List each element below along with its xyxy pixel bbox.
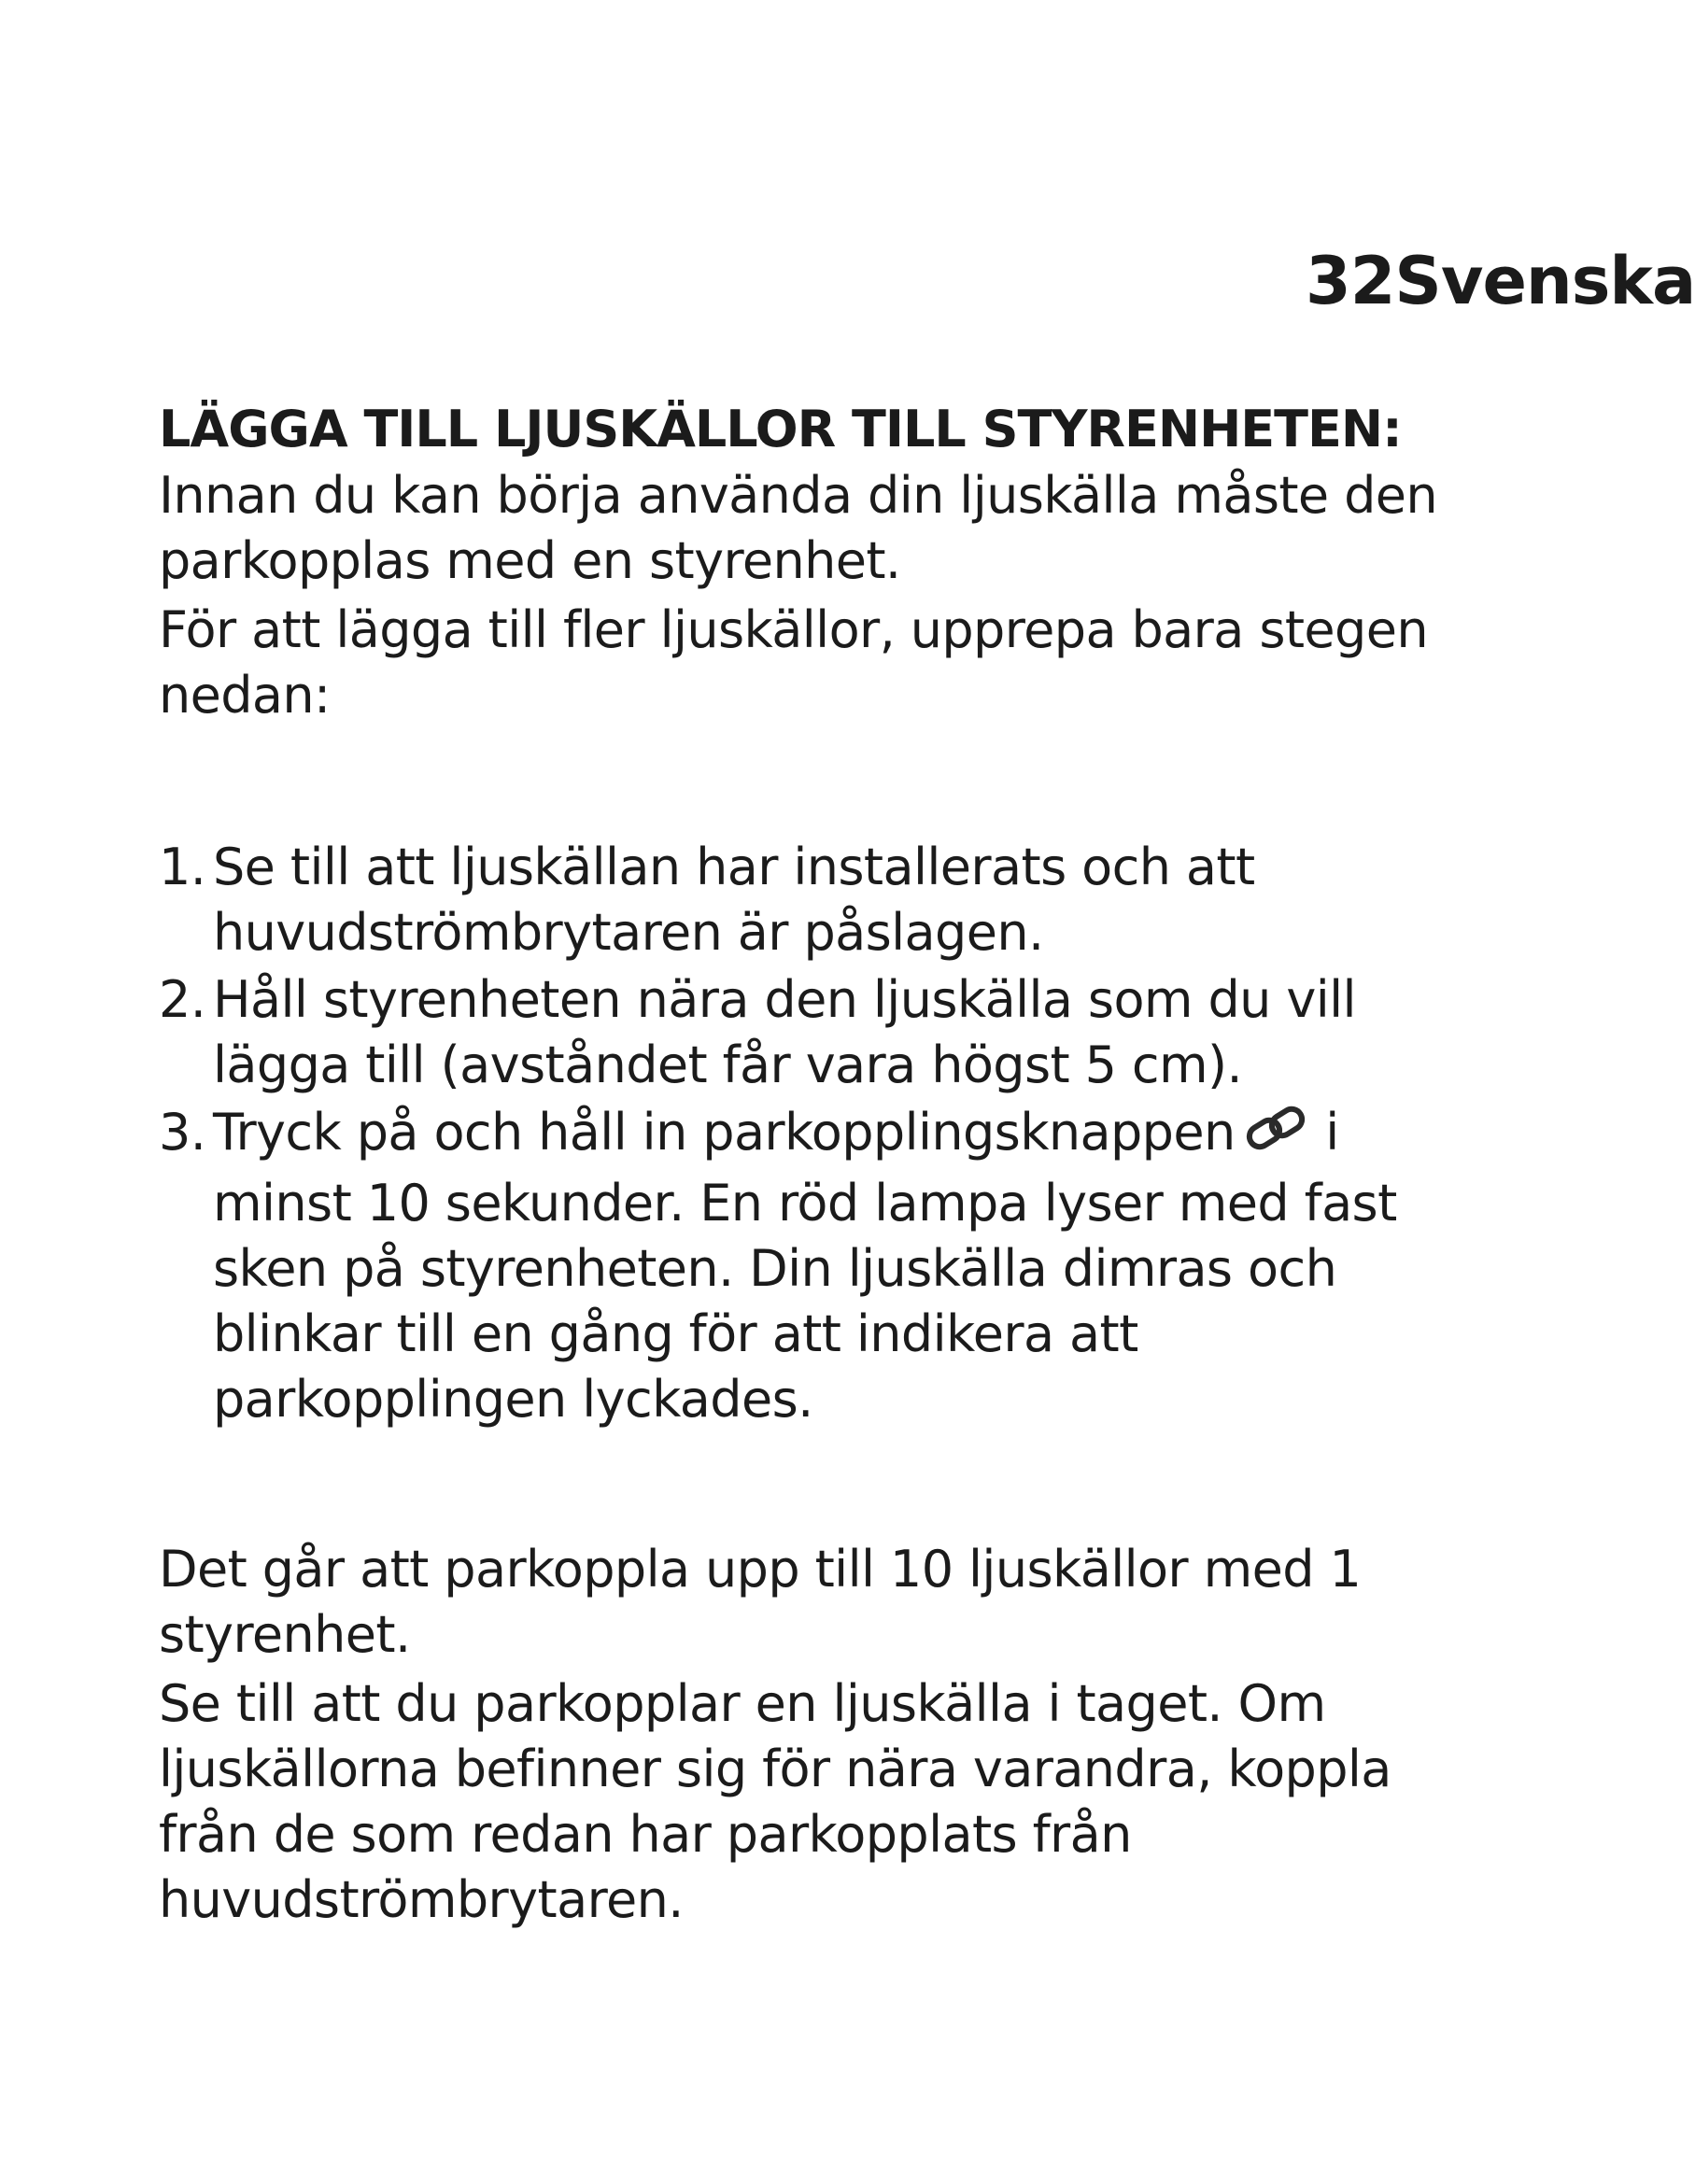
page-header-label: 32Svenska [1306, 243, 1695, 319]
step-number: 3. [159, 1103, 206, 1162]
pairing-steps-list [159, 835, 1438, 1432]
step-number: 1. [159, 838, 206, 896]
notes-block [159, 1537, 1438, 1933]
pairing-step [159, 835, 1438, 965]
step-text-with-icon [213, 1100, 1438, 1432]
intro-paragraph: Innan du kan börja använda din ljuskälla måste den parkopplas med en styrenhet. [159, 466, 1438, 590]
pairing-step [159, 1100, 1438, 1432]
step-text: Håll styrenheten nära den ljuskälla som du vill lägga till (avståndet får vara högst 5 cm). [213, 970, 1356, 1094]
link-icon [1243, 1103, 1310, 1171]
pairing-step [159, 967, 1438, 1098]
intro-more-paragraph: För att lägga till fler ljuskällor, upprepa bara stegen nedan: [159, 600, 1428, 725]
section-heading: LÄGGA TILL LJUSKÄLLOR TILL STYRENHETEN: [159, 400, 1402, 458]
step-text-after-icon: i minst 10 sekunder. En röd lampa lyser med fast sken på styrenheten. Din ljuskälla dimras och blinkar till en gång för att indikera att parkopplingen lyckades. [213, 1103, 1397, 1429]
instructions-section [159, 396, 1438, 1933]
step-text-before-icon: Tryck på och håll in parkopplingsknappen [213, 1103, 1236, 1162]
step-number: 2. [159, 970, 206, 1029]
step-text: Se till att ljuskällan har installerats och att huvudströmbrytaren är påslagen. [213, 838, 1255, 962]
note-one-at-a-time-paragraph: Se till att du parkopplar en ljuskälla i taget. Om ljuskällorna befinner sig för nära varandra, koppla från de som redan har parkopplats från huvudströmbrytaren. [159, 1674, 1391, 1929]
note-max-paragraph: Det går att parkoppla upp till 10 ljuskällor med 1 styrenhet. [159, 1540, 1362, 1664]
